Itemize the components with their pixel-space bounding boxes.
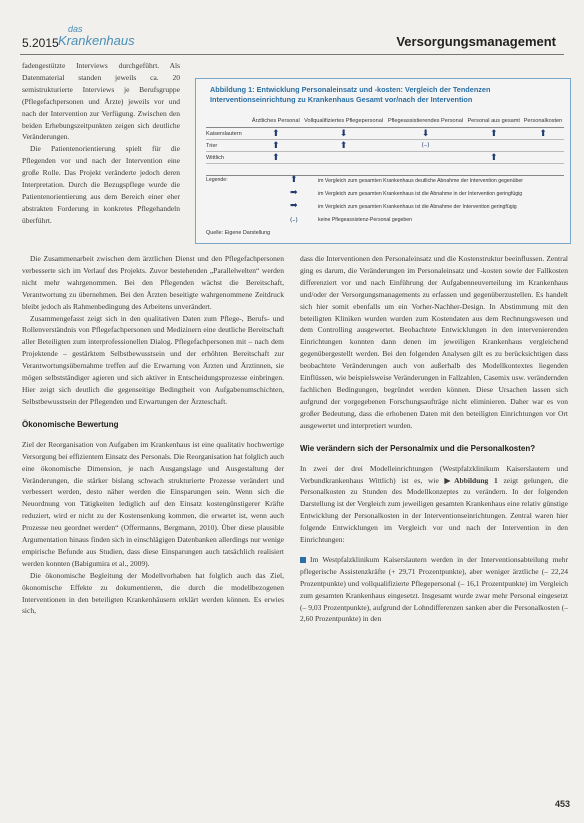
trend-arrow-icon <box>465 140 521 152</box>
row-label: Wittlich <box>206 152 250 164</box>
trend-arrow-icon: ⬆ <box>465 152 521 164</box>
square-bullet-icon <box>300 557 306 563</box>
figure-caption: Entwicklung Personaleinsatz und -kosten: Vergleich der Tendenzen Interventionseinrichtung zu Krankenhaus Gesamt vor/nach der Intervention <box>210 85 491 104</box>
section-title: Versorgungsmanagement <box>396 34 556 49</box>
column-header: Personalkosten <box>522 117 564 128</box>
row-label: Trier <box>206 140 250 152</box>
journal-logo <box>58 24 135 46</box>
figure-1 <box>195 78 571 244</box>
column-header: Vollqualifiziertes Pflegepersonal <box>302 117 386 128</box>
logo-small-text: das <box>68 24 83 34</box>
row-label: Kaiserslautern <box>206 128 250 140</box>
bullet-text: Im Westpfalzklinikum Kaiserslautern werden in der Interventionsabteilung mehr pflegerische Assistenzkräfte (+ 29,71 Prozentpunkte), aber weniger ärztliche (– 22,24 Prozentpunkte) und vollqualifizierte Pflegepersonal (– 16,1 Prozentpunkte) im Vergleich zum gesamten Krankenhaus eingesetzt. Insgesamt wurde zwar mehr Personal eingesetzt (– 9,03 Prozentpunkte), aufgrund der Lohndifferenzen sanken aber die Personalkosten (– 2,60 Prozentpunkte) in den <box>300 554 568 624</box>
paragraph-text: zeigt gelungen, die Personalkosten zu Stunden des Modellkonzeptes zu verändern. In der folgenden Darstellung ist der Vergleich zum jeweiligen gesamten Krankenhaus eine relativ günstige Entwicklung der Personalkosten in der Interventionseinrichtungen. Zentral waren hier folgende Entwicklungen im Vergleich vor und nach der Intervention in den Einrichtungen: <box>300 475 568 545</box>
subheading: Ökonomische Bewertung <box>22 419 119 429</box>
figure-table <box>206 117 564 164</box>
issue-number: 5.2015 <box>22 36 59 50</box>
trend-arrow-icon: ⬆ <box>522 128 564 140</box>
paragraph: dass die Interventionen den Personaleinsatz und die Kostenstruktur beeinflussen. Zentral ging es darum, die Veränderungen im Personaleinsatz und -kosten sowie der Fallkosten differenziert vor und nach Einführung der Aufgabenneuverteilung im Krankenhaus und/oder der Versorgungsmanagements zu erfassen und gegenüberzustellen. Es handelt sich hier somit ebenfalls um ein Vorher-Nachher-Design. In Abstimmung mit den beteiligten Kliniken wurden wurden zum Kostendaten aus dem Rechnungswesen und dem Controlling ausgewertet. Beobachtete Entwicklungen in den intervenierenden Einrichtungen konnten dann denen im jeweiligen Krankenhaus vergleichend gegenübergestellt werden. Bei den folgenden Analysen gilt es zu berücksichtigen dass beobachtete Veränderungen auch von außerhalb des Modellkontextes liegenden Einflüssen, wie beispielsweise Veränderungen in Fallzahlen, Casemix usw. verändernden fachlichen Bedingungen, begründet werden können. Diese Ursachen lassen sich aufgrund der vorgegebenen Forschungsaufträge nicht eliminieren. Daher war es von großer Bedeutung, dass die erhobenen Daten mit den beteiligten Einrichtungen vor Ort ausgewertet und interpretiert wurden. <box>300 254 568 430</box>
column-header: Ärztliches Personal <box>250 117 302 128</box>
paragraph: Die ökonomische Begleitung der Modellvorhaben hat folglich auch das Ziel, ökonomische Effekte zu dokumentieren, die durch die modellbezogenen Interventionen in den beteiligten Krankenhäusern erklärt werden können. Es erwies sich, <box>22 570 284 616</box>
figure-label: Abbildung 1: <box>210 85 255 94</box>
paragraph: Ziel der Reorganisation von Aufgaben im Krankenhaus ist eine qualitativ hochwertige Versorgung bei effizientem Einsatz des Personals. Die Reorganisation hat folglich auch eine ökonomische Dimension, je nach Ausgangslage und Ausgestaltung der Veränderungen, die stärker bislang schwach strukturierte Prozesse verändert und verbessert werden, desto näher werden die Einsparungen sein. Wenn sich die Neuordnung von Tätigkeiten lediglich auf den Einsatz kostengünstigerer Kräfte reduziert, wird er nicht zu der Kostensenkung kommen, die erwartet ist, wenn auch Prozesse neu geordnet werden“ (Offermanns, Bergmann, 2010). Über diese plausible Argumentation hinaus finden sich in einschlägigen Datenbanken allerdings nur wenige empirische Befunde aus Studien, dass diese Einsparungen auch tatsächlich realisiert werden konnten (Babigumira et al., 2009). <box>22 439 284 568</box>
paragraph: fadengestützte Interviews durchgeführt. Als Datenmaterial standen jeweils ca. 20 semistrukturierte Interviews je Berufsgruppe (Pflegefachpersonen und Ärzte) jeweils vor und nach der Intervention zur Verfügung. Zwischen den beiden Erhebungszeitpunkten zeigen sich deutliche Veränderungen. <box>22 61 180 142</box>
trend-arrow-icon: ⬆ <box>302 140 386 152</box>
column-header: Pflegeassistierendes Personal <box>386 117 466 128</box>
figure-source: Quelle: Eigene Darstellung <box>206 230 271 236</box>
legend-title: Legende: <box>206 175 564 183</box>
subheading: Wie verändern sich der Personalmix und die Personalkosten? <box>300 443 536 453</box>
table-row <box>206 140 564 152</box>
trend-marker: (–) <box>386 140 466 152</box>
bullet-item <box>300 554 568 625</box>
page-number: 453 <box>554 799 570 809</box>
header-rule <box>20 54 564 55</box>
left-column <box>22 253 284 617</box>
no-data-marker: (–) <box>290 217 298 224</box>
paragraph: Zusammengefasst zeigt sich in den qualitativen Daten zum Pflege-, Berufs- und Rollenverständnis von Pflegefachpersonen und Medizinern eine deutliche Bereitschaft aller Beteiligten zum interprofessionellen Dialog. Pflegefachpersonen mit – nach dem Projektende – gestärktem Selbstbewusstsein und der erhöhten Bereitschaft zur Verantwortungsübernahme treffen auf die Erwartung von Ärzten und Ärztinnen, sie mögen selbstständiger agieren und sich aktiver in Entscheidungsprozesse einbringen. Hier zeigt sich deutlich die gegenseitige Bedingtheit von Aufgabenumschichten, Selbstbewusstsein der Pflegenden und Erwartungen der Ärzteschaft. <box>22 313 284 406</box>
trend-arrow-icon: ⬇ <box>386 128 466 140</box>
legend-text: im Vergleich zum gesamten Krankenhaus ist die Abnahme in der Intervention geringfügig <box>318 191 523 197</box>
figure-reference-link[interactable]: ▶Abbildung 1 <box>444 475 498 485</box>
trend-arrow-icon: ⬆ <box>250 152 302 164</box>
trend-arrow-icon <box>522 140 564 152</box>
paragraph <box>300 463 568 546</box>
figure-title <box>210 85 562 105</box>
trend-arrow-icon: ⬆ <box>465 128 521 140</box>
trend-arrow-icon <box>386 152 466 164</box>
left-top-column <box>22 60 180 227</box>
trend-arrow-icon: ⬆ <box>250 140 302 152</box>
table-row <box>206 152 564 164</box>
paragraph: Die Zusammenarbeit zwischen dem ärztlichen Dienst und den Pflegefachpersonen verbesserte sich im Verlauf des Projekts. Zuvor bestehenden „Parallelwelten“ werden nicht mehr wahrgenommen. Bei den Pflegenden wächst die Bereitschaft, Verantwortung zu übernehmen. Bei den Ärzten beseitigte wahrgenommene Zeitdruck bleibt jedoch als Rahmenbedingung des Arbeitens unverändert. <box>22 254 284 311</box>
column-header: Personal aus gesamt <box>465 117 521 128</box>
arrow-up-icon: ⬆ <box>290 175 298 185</box>
legend-text: im Vergleich zum gesamten Krankenhaus ist die Abnahme der Intervention geringfügig <box>318 204 517 210</box>
page-header <box>0 0 584 62</box>
arrow-right-icon: ➡ <box>290 188 298 198</box>
paragraph-text: In zwei der drei Modelleinrichtungen (Westpfalzklinikum Kaiserslautern und Verbundkrankenhaus Wittlich) ist es, wie <box>300 463 568 485</box>
arrow-right-icon: ➡ <box>290 201 298 211</box>
table-row <box>206 128 564 140</box>
paragraph: Die Patientenorientierung spielt für die Pflegenden vor und nach der Intervention eine große Rolle. Das Projekt veränderte jedoch deren Interpretation. Durch die Bezugspflege wurde die Patientenorientierung aus dem Bereich einer eher abstrakten Forderung in konkretes Pflegehandeln überführt. <box>22 144 180 225</box>
trend-arrow-icon: ⬆ <box>250 128 302 140</box>
trend-arrow-icon: ⬇ <box>302 128 386 140</box>
logo-main-text: Krankenhaus <box>58 33 135 48</box>
right-column <box>300 253 568 625</box>
trend-arrow-icon <box>522 152 564 164</box>
table-corner <box>206 117 250 128</box>
legend-text: im Vergleich zum gesamten Krankenhaus deutliche Abnahme der Intervention gegenüber <box>318 178 524 184</box>
trend-arrow-icon <box>302 152 386 164</box>
legend-text: keine Pflegeassistenz-Personal gegeben <box>318 217 413 223</box>
